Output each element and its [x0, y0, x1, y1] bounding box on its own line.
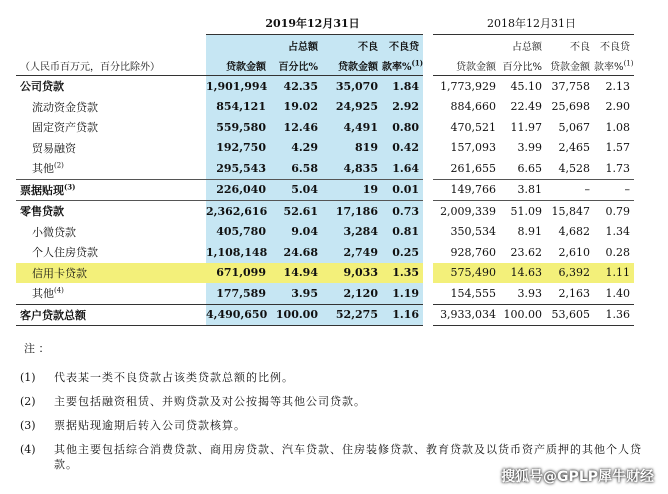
table-cell: 19.02 — [270, 97, 322, 118]
table-row — [16, 76, 634, 97]
table-cell: 1.16 — [382, 304, 428, 326]
col-nplratio-top-2018: 不良贷 — [600, 41, 631, 53]
table-cell: 1.73 — [605, 161, 631, 175]
table-cell: 2,120 — [322, 283, 382, 304]
table-cell: 3.81 — [500, 179, 546, 201]
note-text: 票据贴现逾期后转入公司贷款核算。 — [54, 419, 246, 432]
table-row — [16, 138, 634, 159]
table-cell: 177,589 — [206, 283, 270, 304]
table-cell: 1.64 — [382, 158, 428, 179]
table-row — [16, 263, 634, 284]
notes-list — [20, 370, 660, 472]
table-cell: 9.04 — [270, 222, 322, 243]
table-cell: 6.58 — [270, 158, 322, 179]
table-cell: 0.81 — [382, 222, 428, 243]
row-label-text: 贸易融资 — [32, 141, 76, 155]
table-cell: 854,121 — [206, 97, 270, 118]
table-cell: 0.42 — [382, 138, 428, 159]
table-cell: 2.90 — [605, 100, 631, 114]
row-label-text: 固定资产贷款 — [32, 121, 98, 135]
notes-section — [20, 340, 660, 481]
table-cell: 1.35 — [382, 263, 428, 284]
table-cell: 52.61 — [270, 201, 322, 222]
col-ratio-note-2018: (1) — [623, 59, 634, 68]
table-cell: 53,605 — [546, 304, 594, 326]
row-label-text: 票据贴现 — [20, 183, 64, 197]
table-row — [16, 242, 634, 263]
table-cell: 14.63 — [500, 263, 546, 284]
table-cell: – — [546, 179, 594, 201]
table-cell: 24,925 — [322, 97, 382, 118]
table-row — [16, 117, 634, 138]
col-npl-amount: 贷款金额 — [322, 55, 382, 76]
row-label — [16, 263, 206, 284]
table-cell: 6,392 — [546, 263, 594, 284]
row-label-text: 小微贷款 — [32, 225, 76, 239]
table-cell: 1.34 — [605, 225, 631, 239]
table-row — [16, 222, 634, 243]
table-cell: 1.08 — [605, 120, 631, 134]
note-item — [20, 370, 660, 385]
table-cell: 1.19 — [382, 283, 428, 304]
row-label — [16, 76, 206, 97]
table-cell: 192,750 — [206, 138, 270, 159]
col-share: 百分比% — [270, 55, 322, 76]
row-label — [16, 222, 206, 243]
table-cell: 19 — [322, 179, 382, 201]
table-cell: 350,534 — [428, 222, 500, 243]
table-cell: 2,749 — [322, 242, 382, 263]
col-share-top-2018: 占总额 — [512, 41, 543, 53]
table-cell: 0.25 — [382, 242, 428, 263]
table-cell: – — [594, 179, 634, 201]
row-label — [16, 117, 206, 138]
table-cell: 4,491 — [322, 117, 382, 138]
note-text: 其他主要包括综合消费贷款、商用房贷款、汽车贷款、住房装修贷款、教育贷款及以货币资产质押的其他个人贷款。 — [54, 443, 642, 471]
col-nplratio-top: 不良贷 — [382, 35, 428, 56]
row-label-text: 信用卡贷款 — [32, 266, 87, 280]
table-row — [16, 283, 634, 304]
table-cell: 52,275 — [322, 304, 382, 326]
table-cell: 295,543 — [206, 158, 270, 179]
table-cell: 8.91 — [517, 225, 543, 239]
note-number: (1) — [20, 371, 36, 384]
row-note-ref: (3) — [64, 182, 76, 192]
table-cell: 42.35 — [270, 76, 322, 97]
table-cell: 11.97 — [510, 120, 543, 134]
table-cell: 2,362,616 — [206, 201, 270, 222]
table-cell: 5,067 — [558, 120, 591, 134]
table-row — [16, 179, 634, 201]
row-label — [16, 138, 206, 159]
table-cell: 884,660 — [428, 97, 500, 118]
table-cell: 819 — [322, 138, 382, 159]
note-number: (2) — [20, 395, 36, 408]
table-cell: 575,490 — [428, 263, 500, 284]
col-npl-top-2018: 不良 — [570, 41, 591, 53]
header-year-row — [16, 12, 634, 35]
table-cell: 9,033 — [322, 263, 382, 284]
table-cell: 23.62 — [510, 245, 543, 259]
row-label — [16, 158, 206, 179]
note-item — [20, 418, 660, 433]
table-cell: 1.84 — [382, 76, 428, 97]
table-row — [16, 304, 634, 326]
table-cell: 37,758 — [546, 76, 594, 97]
table-cell: 1.36 — [594, 304, 634, 326]
table-cell: 4,835 — [322, 158, 382, 179]
table-cell: 1,901,994 — [206, 76, 270, 97]
table-cell: 1.40 — [605, 286, 631, 300]
table-cell: 15,847 — [546, 201, 594, 222]
table-cell: 261,655 — [428, 158, 500, 179]
table-cell: 3.95 — [270, 283, 322, 304]
row-label-text: 其他 — [32, 287, 54, 301]
col-ratio: 款率% — [382, 61, 412, 73]
table-cell: 2.92 — [382, 97, 428, 118]
year-2019-header: 2019年12月31日 — [206, 12, 428, 35]
table-row — [16, 97, 634, 118]
table-cell: 3.99 — [517, 141, 543, 155]
table-cell: 157,093 — [428, 138, 500, 159]
table-row — [16, 201, 634, 222]
table-cell: 0.28 — [605, 245, 631, 259]
table-cell: 6.65 — [517, 161, 543, 175]
table-cell: 226,040 — [206, 179, 270, 201]
table-body — [16, 76, 634, 326]
row-label — [16, 97, 206, 118]
table-cell: 22.49 — [510, 100, 543, 114]
table-cell: 45.10 — [500, 76, 546, 97]
row-note-ref: (4) — [54, 286, 64, 295]
row-label — [16, 283, 206, 304]
table-cell: 0.73 — [382, 201, 428, 222]
table-cell: 51.09 — [500, 201, 546, 222]
note-text: 代表某一类不良贷款占该类贷款总额的比例。 — [54, 371, 294, 384]
table-cell: 0.01 — [382, 179, 428, 201]
loan-table — [16, 12, 634, 326]
watermark: 搜狐号@GPLP犀牛财经 — [501, 469, 654, 485]
note-number: (4) — [20, 443, 36, 456]
table-cell: 4.29 — [270, 138, 322, 159]
table-cell: 928,760 — [428, 242, 500, 263]
table-cell: 1,108,148 — [206, 242, 270, 263]
table-cell: 0.79 — [594, 201, 634, 222]
unit-note: （人民币百万元，百分比除外） — [16, 55, 206, 76]
table-cell: 24.68 — [270, 242, 322, 263]
row-label-text: 个人住房贷款 — [32, 246, 98, 260]
table-cell: 100.00 — [270, 304, 322, 326]
col-npl-amount-2018: 贷款金额 — [546, 55, 594, 76]
table-cell: 2,009,339 — [428, 201, 500, 222]
col-ratio-2018: 款率% — [594, 61, 624, 73]
col-ratio-note: (1) — [411, 58, 424, 68]
table-row — [16, 158, 634, 179]
table-cell: 1.57 — [605, 141, 631, 155]
table-cell: 149,766 — [428, 179, 500, 201]
note-number: (3) — [20, 419, 36, 432]
table-cell: 17,186 — [322, 201, 382, 222]
year-2018-header: 2018年12月31日 — [428, 12, 634, 35]
table-cell: 2,163 — [558, 286, 591, 300]
table-cell: 3.93 — [517, 286, 543, 300]
col-share-2018: 百分比% — [500, 55, 546, 76]
col-amount: 贷款金额 — [206, 55, 270, 76]
header-top-row — [16, 35, 634, 56]
table-cell: 12.46 — [270, 117, 322, 138]
table-cell: 3,284 — [322, 222, 382, 243]
table-cell: 25,698 — [551, 100, 591, 114]
row-label — [16, 304, 206, 326]
table-cell: 154,555 — [428, 283, 500, 304]
table-cell: 4,682 — [558, 225, 591, 239]
table-cell: 559,580 — [206, 117, 270, 138]
col-npl-top: 不良 — [322, 35, 382, 56]
table-cell: 1.11 — [594, 263, 634, 284]
table-cell: 2,610 — [558, 245, 591, 259]
note-text: 主要包括融资租赁、并购贷款及对公按揭等其他公司贷款。 — [54, 395, 366, 408]
table-cell: 5.04 — [270, 179, 322, 201]
table-cell: 2.13 — [594, 76, 634, 97]
table-cell: 2,465 — [558, 141, 591, 155]
notes-title: 注 ： — [24, 342, 50, 355]
table-cell: 4,528 — [558, 161, 591, 175]
table-cell: 35,070 — [322, 76, 382, 97]
table-cell: 671,099 — [206, 263, 270, 284]
row-label-text: 流动资金贷款 — [32, 100, 98, 114]
col-share-top: 占总额 — [270, 35, 322, 56]
row-note-ref: (2) — [54, 161, 64, 170]
note-item — [20, 394, 660, 409]
header-bottom-row — [16, 55, 634, 76]
col-amount-2018: 贷款金额 — [428, 55, 500, 76]
table-cell: 0.80 — [382, 117, 428, 138]
row-label-text: 其他 — [32, 162, 54, 176]
table-cell: 470,521 — [428, 117, 500, 138]
table-cell: 1,773,929 — [428, 76, 500, 97]
row-label-text: 公司贷款 — [20, 80, 64, 94]
row-label-text: 零售贷款 — [20, 205, 64, 219]
row-label-text: 客户贷款总额 — [20, 308, 86, 322]
row-label — [16, 201, 206, 222]
table-cell: 100.00 — [500, 304, 546, 326]
table-cell: 3,933,034 — [428, 304, 500, 326]
row-label — [16, 242, 206, 263]
table-cell: 405,780 — [206, 222, 270, 243]
table-cell: 14.94 — [270, 263, 322, 284]
table-cell: 4,490,650 — [206, 304, 270, 326]
row-label — [16, 179, 206, 201]
